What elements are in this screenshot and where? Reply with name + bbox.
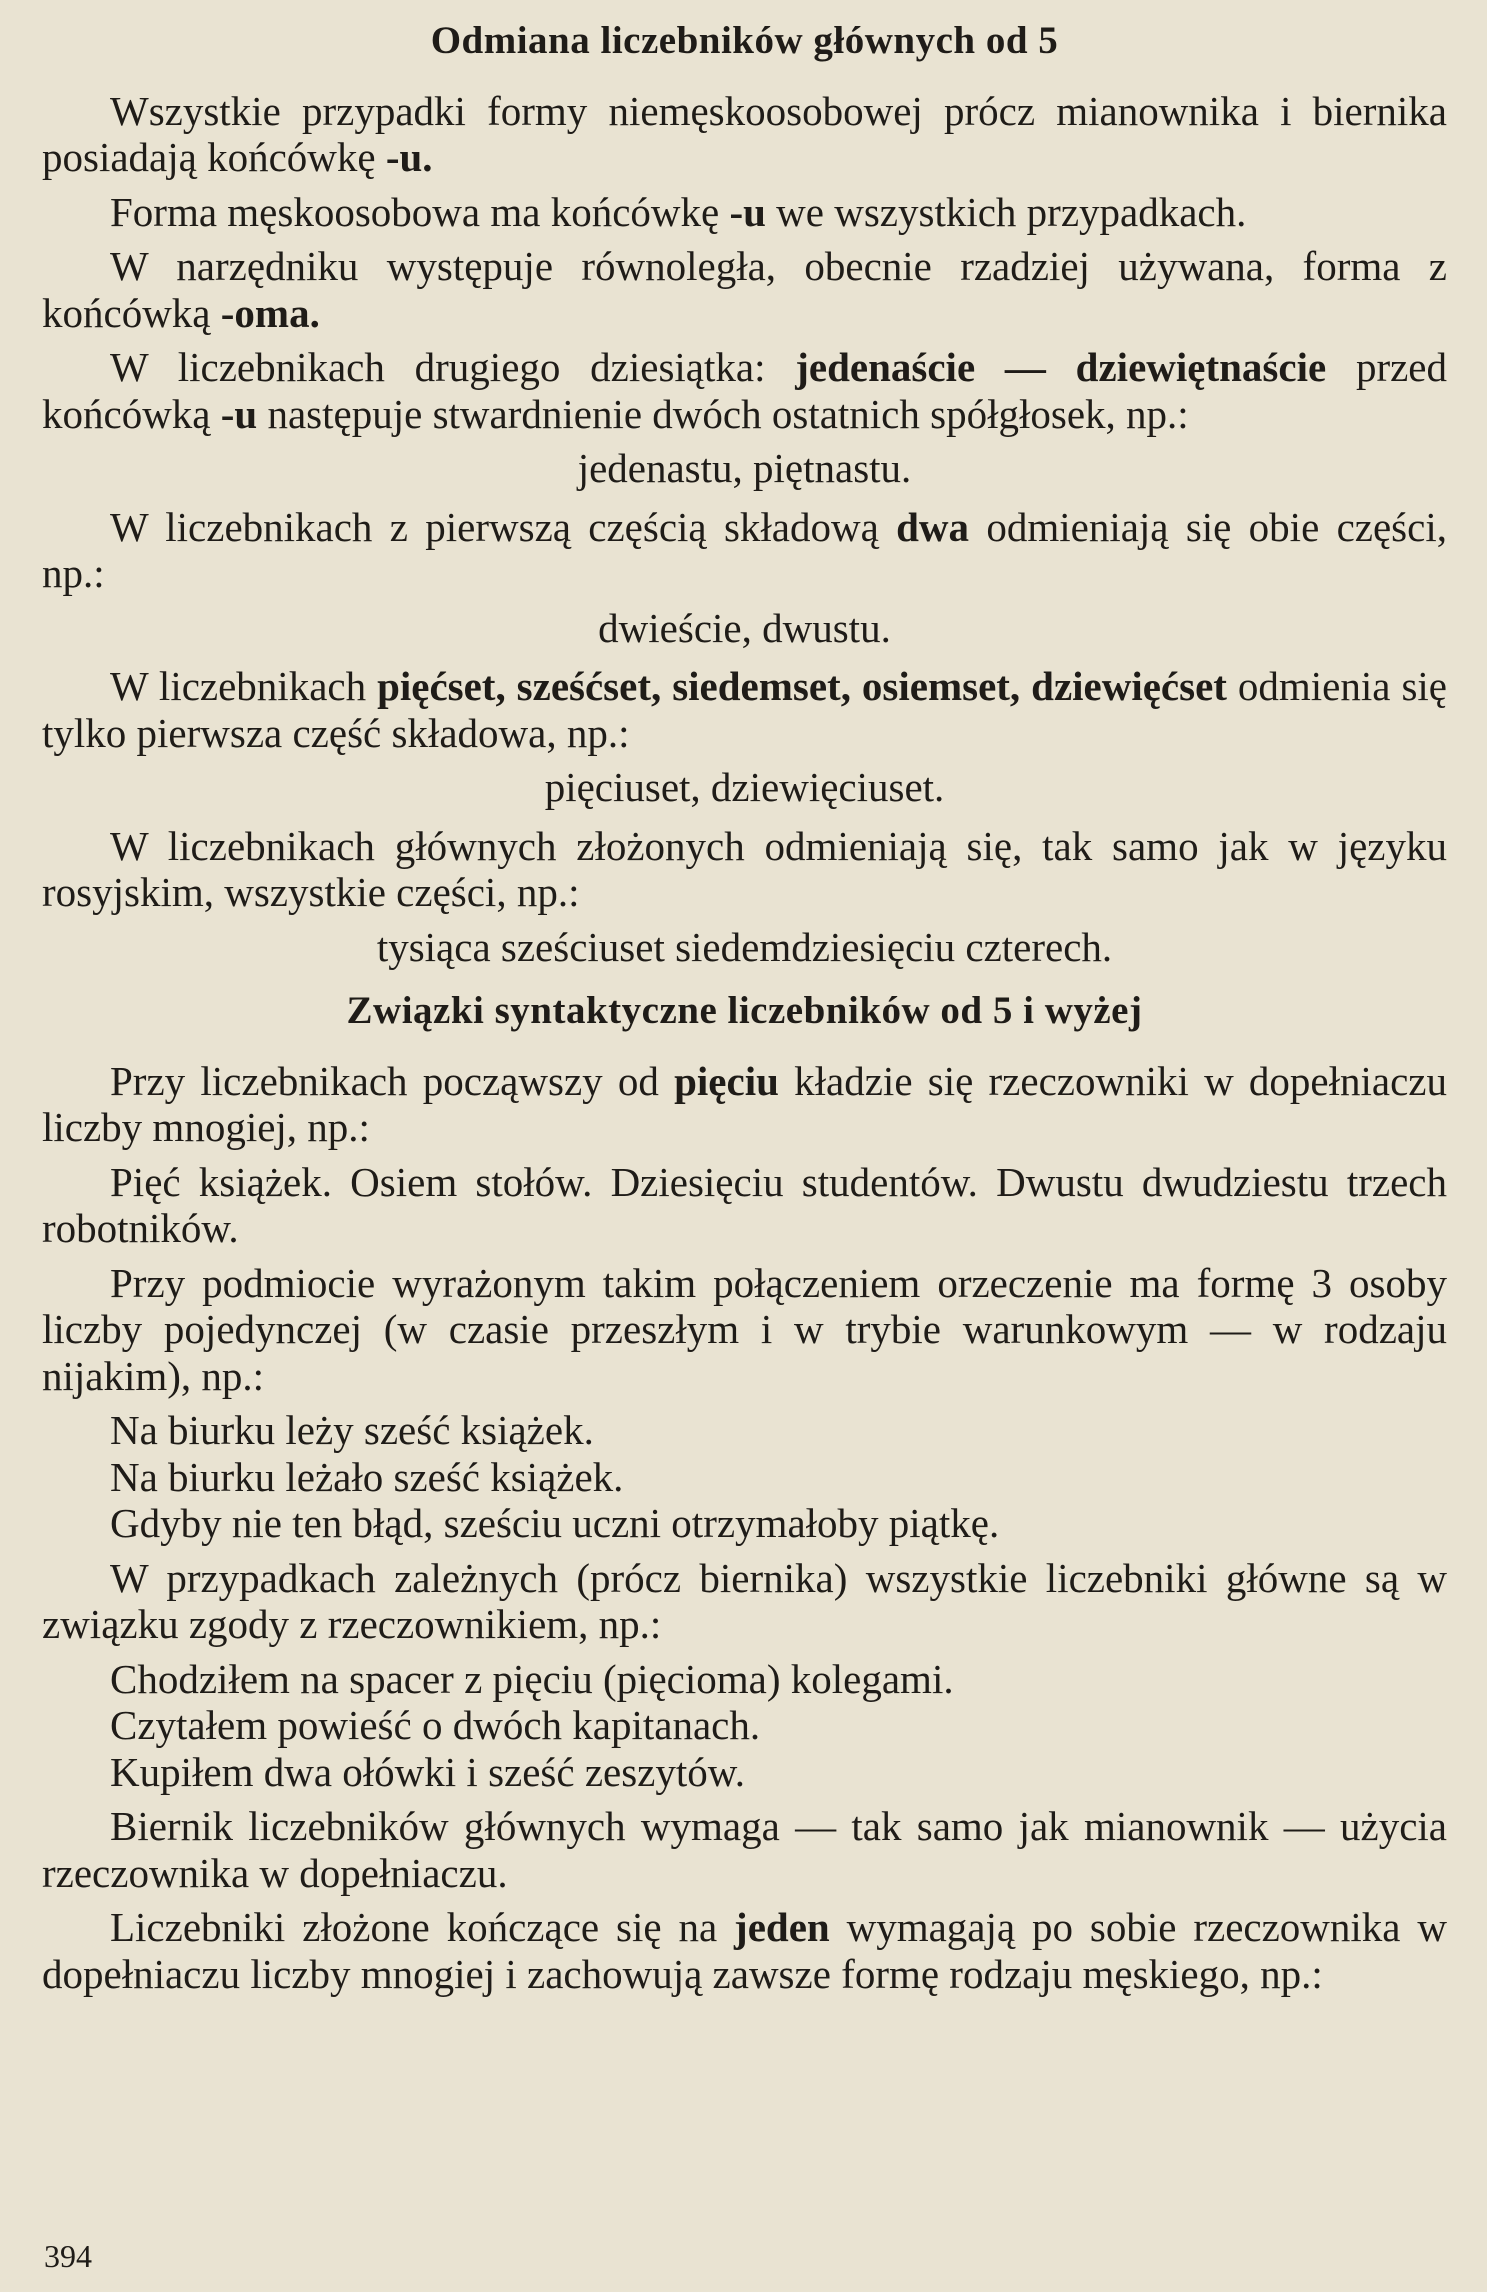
text-run: odmienia się tylko pierwsza część składowa, np.: xyxy=(42,663,1447,756)
text-run: W liczebnikach głównych złożonych odmieniają się, tak samo jak w języku rosyjskim, wszystkie części, np.: xyxy=(42,822,1447,915)
paragraph xyxy=(42,88,1447,181)
section-title-declension: Odmiana liczebników głównych od 5 xyxy=(430,19,1059,62)
text-run: przed końcówką xyxy=(42,344,1447,437)
text-run: W liczebnikach xyxy=(110,663,378,709)
paragraph xyxy=(42,1555,1447,1648)
text-run: Forma męskoosobowa ma końcówkę xyxy=(110,188,730,235)
bold-term: pięciu xyxy=(674,1057,779,1104)
paragraph xyxy=(42,663,1447,756)
paragraph xyxy=(42,1058,1447,1151)
text-run: Wszystkie przypadki formy niemęskoosobowej prócz mianownika i biernika posiadają końcówkę xyxy=(42,87,1447,180)
example-sentence: Chodziłem na spacer z pięciu (pięcioma) kolegami. xyxy=(110,1655,954,1702)
paragraph xyxy=(42,243,1447,336)
example-sentence: Gdyby nie ten błąd, sześciu uczni otrzymałoby piątkę. xyxy=(110,1500,1000,1546)
text-run: W liczebnikach drugiego dziesiątka: xyxy=(110,344,796,390)
text-run: Biernik liczebników głównych wymaga — tak samo jak mianownik — użycia rzeczownika w dopełniaczu. xyxy=(42,1803,1447,1896)
example-line: dwieście, dwustu. xyxy=(598,604,891,651)
paragraph xyxy=(42,1904,1447,1997)
text-run: odmieniają się obie części, np.: xyxy=(42,503,1447,596)
text-run: W narzędniku występuje równoległa, obecnie rzadziej używana, forma z końcówką xyxy=(42,243,1447,336)
text-run: Pięć książek. Osiem stołów. Dziesięciu studentów. Dwustu dwudziestu trzech robotników. xyxy=(42,1158,1447,1251)
paragraph xyxy=(42,504,1447,597)
bold-term: jeden xyxy=(734,1904,830,1950)
text-run: Przy liczebnikach począwszy od xyxy=(110,1057,675,1104)
text-run: kładzie się rzeczowniki w dopełniaczu liczby mnogiej, np.: xyxy=(42,1057,1448,1150)
text-run: W liczebnikach z pierwszą częścią składową xyxy=(110,503,897,550)
page-content xyxy=(42,18,1447,2005)
bold-term: dwa xyxy=(896,503,970,550)
example-sentence: Czytałem powieść o dwóch kapitanach. xyxy=(110,1702,761,1748)
section-title-syntax: Związki syntaktyczne liczebników od 5 i wyżej xyxy=(346,989,1143,1032)
example-sentence: Na biurku leży sześć książek. xyxy=(110,1407,594,1453)
bold-term: -oma. xyxy=(220,289,320,336)
page-number: 394 xyxy=(44,2238,92,2274)
paragraph xyxy=(42,344,1447,437)
text-run: wymagają po sobie rzeczownika w dopełniaczu liczby mnogiej i zachowują zawsze formę rodzaju męskiego, np.: xyxy=(42,1904,1447,1997)
example-sentence: Kupiłem dwa ołówki i sześć zeszytów. xyxy=(110,1748,745,1795)
paragraph xyxy=(42,1159,1447,1252)
paragraph xyxy=(42,1260,1447,1400)
example-line: jedenastu, piętnastu. xyxy=(577,445,912,491)
text-run: następuje stwardnienie dwóch ostatnich spółgłosek, np.: xyxy=(257,390,1189,437)
example-group xyxy=(42,1656,1447,1796)
text-run: W przypadkach zależnych (prócz biernika) wszystkie liczebniki główne są w związku zgody z rzeczownikiem, np.: xyxy=(42,1554,1447,1647)
text-run: Liczebniki złożone kończące się na xyxy=(110,1904,735,1950)
bold-term: -u xyxy=(220,390,258,437)
text-run: Przy podmiocie wyrażonym takim połączeniem orzeczenie ma formę 3 osoby liczby pojedynczej (w czasie przeszłym i w trybie warunkowym — w rodzaju nijakim), np.: xyxy=(42,1259,1447,1399)
text-run: we wszystkich przypadkach. xyxy=(765,188,1247,235)
bold-term: -u. xyxy=(385,134,433,180)
paragraph xyxy=(42,823,1447,916)
example-group xyxy=(42,1407,1447,1547)
paragraph xyxy=(42,189,1447,236)
example-line: pięciuset, dziewięciuset. xyxy=(544,764,945,810)
example-sentence: Na biurku leżało sześć książek. xyxy=(110,1453,624,1500)
bold-term: pięćset, sześćset, siedemset, osiemset, dziewięćset xyxy=(377,663,1227,709)
bold-term: -u xyxy=(729,188,766,235)
bold-term: jedenaście — dziewiętnaście xyxy=(795,344,1327,390)
example-line: tysiąca sześciuset siedemdziesięciu czterech. xyxy=(376,923,1113,970)
paragraph xyxy=(42,1803,1447,1896)
